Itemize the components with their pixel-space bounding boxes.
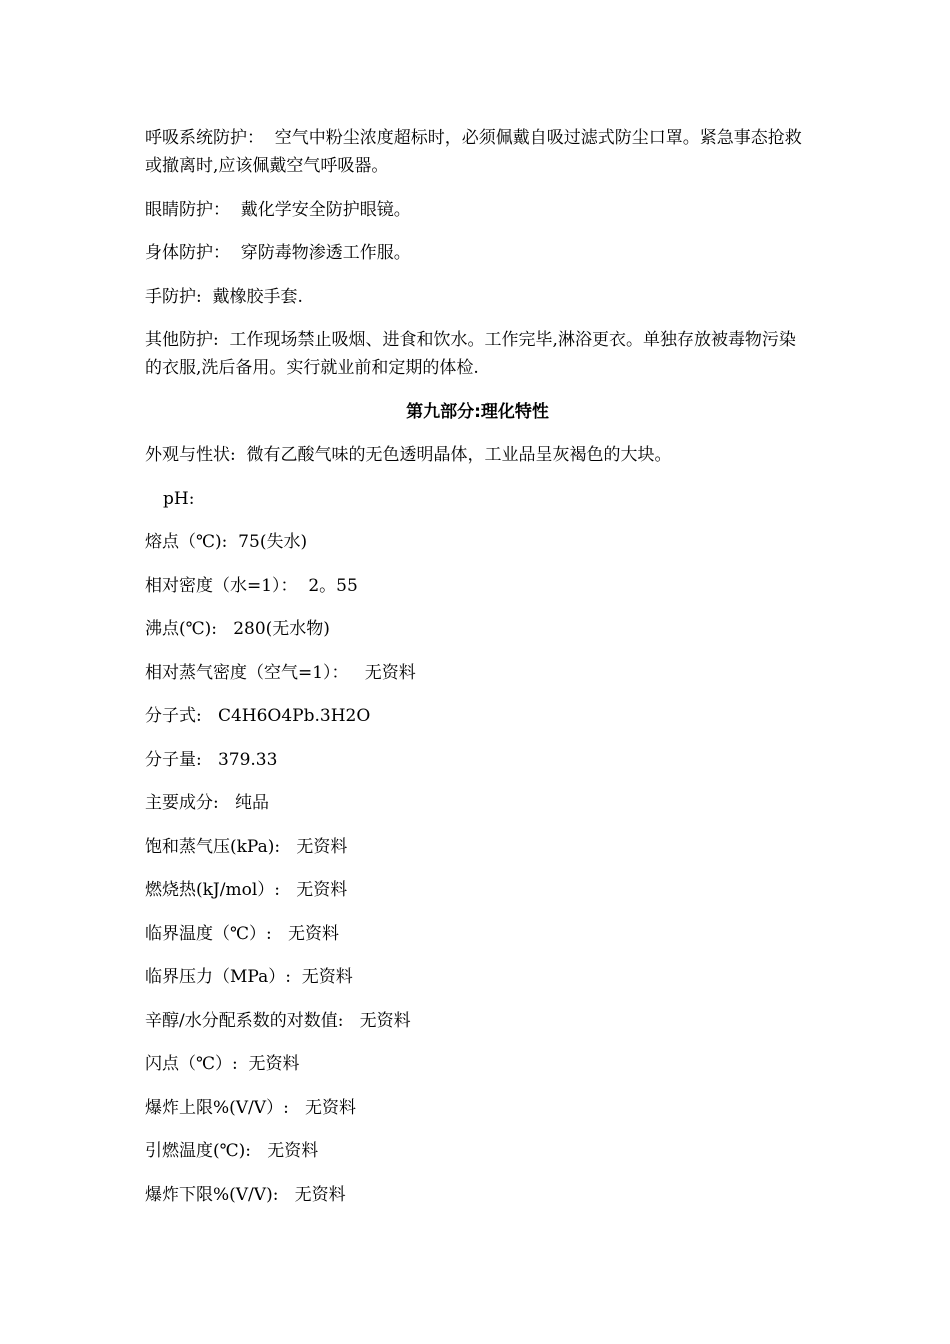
molecular-formula: 分子式: C4H6O4Pb.3H2O: [145, 706, 371, 726]
upper-explosive-limit: 爆炸上限%(V/V）: 无资料: [145, 1097, 357, 1118]
document-page: [145, 124, 810, 1224]
melting-point: 熔点（℃): 75(失水): [145, 532, 308, 552]
eye-protection: 眼睛防护： 戴化学安全防护眼镜。: [145, 199, 411, 220]
molecular-weight: 分子量: 379.33: [145, 749, 278, 770]
critical-pressure: 临界压力（MPa）: 无资料: [145, 967, 353, 987]
flash-point: 闪点（℃）: 无资料: [145, 1054, 300, 1074]
other-protection: 其他防护: 工作现场禁止吸烟、进食和饮水。工作完毕,淋浴更衣。单独存放被毒物污染的衣服,洗后备用。实行就业前和定期的体检.: [145, 330, 796, 378]
relative-density: 相对密度（水=1）： 2。55: [145, 575, 358, 596]
critical-temperature: 临界温度（℃）: 无资料: [145, 923, 339, 944]
log-kow: 辛醇/水分配系数的对数值: 无资料: [145, 1010, 411, 1031]
vapor-density: 相对蒸气密度（空气=1）： 无资料: [145, 662, 416, 683]
body-protection: 身体防护： 穿防毒物渗透工作服。: [145, 243, 411, 263]
ignition-temperature: 引燃温度(℃): 无资料: [145, 1141, 319, 1161]
boiling-point: 沸点(℃): 280(无水物): [145, 619, 330, 639]
ph-value: pH:: [163, 488, 195, 509]
section-9-title: 第九部分:理化特性: [406, 401, 549, 422]
lower-explosive-limit: 爆炸下限%(V/V): 无资料: [145, 1184, 346, 1205]
heat-of-combustion: 燃烧热(kJ/mol）: 无资料: [145, 880, 348, 900]
hand-protection: 手防护: 戴橡胶手套.: [145, 286, 303, 307]
main-component: 主要成分: 纯品: [145, 793, 269, 813]
appearance: 外观与性状: 微有乙酸气味的无色透明晶体，工业品呈灰褐色的大块。: [145, 445, 672, 465]
respiratory-protection: 呼吸系统防护： 空气中粉尘浓度超标时，必须佩戴自吸过滤式防尘口罩。紧急事态抢救或撤离时,应该佩戴空气呼吸器。: [145, 128, 802, 176]
vapor-pressure: 饱和蒸气压(kPa): 无资料: [145, 836, 348, 857]
